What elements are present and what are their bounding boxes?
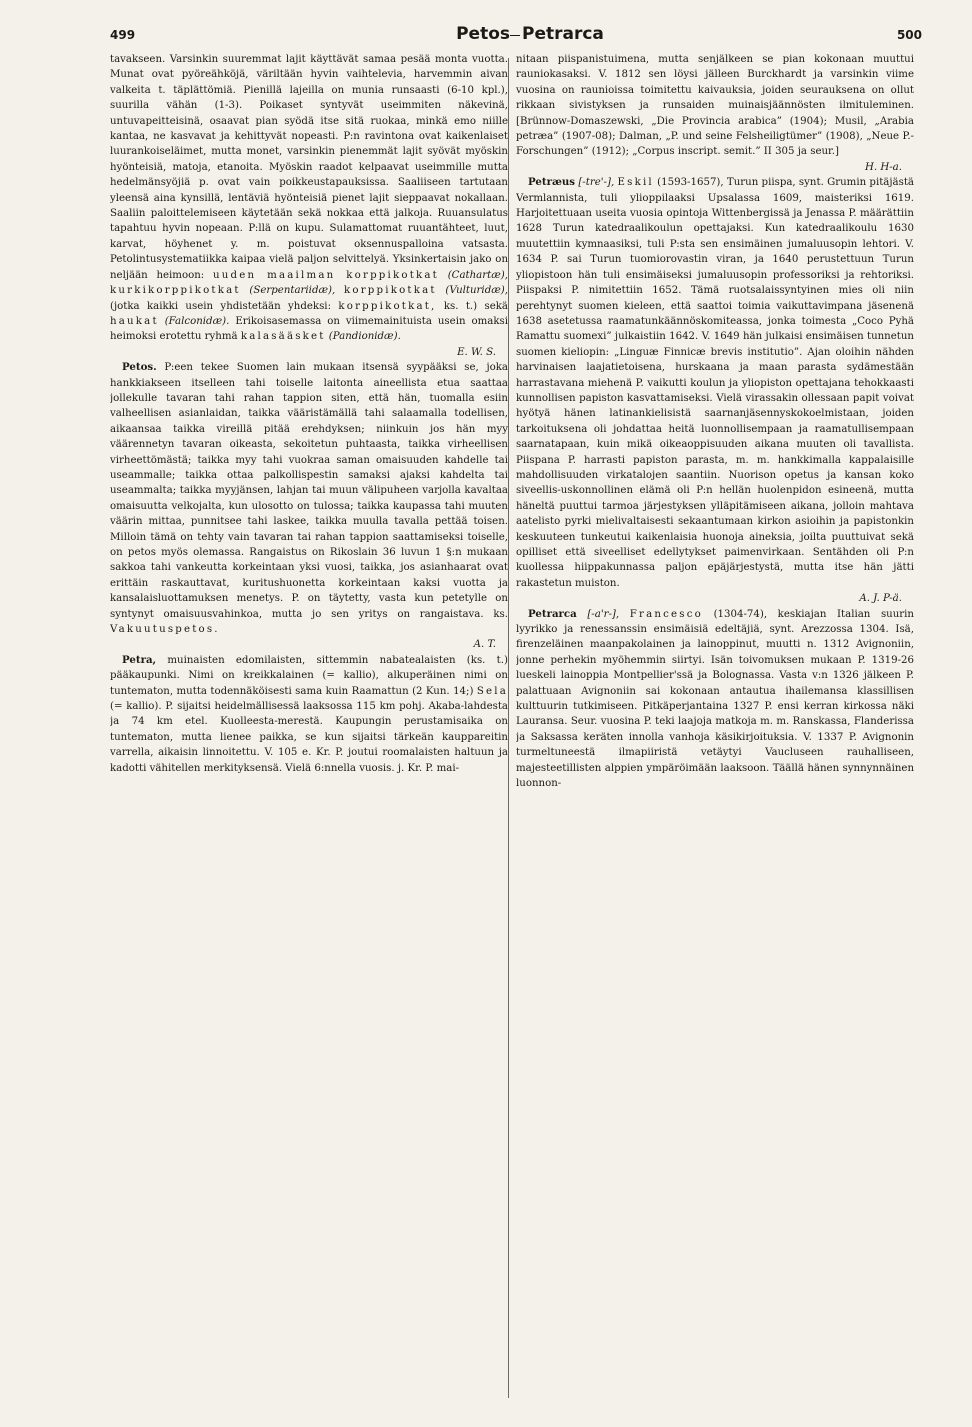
right-page-number: 500 — [896, 28, 922, 42]
author-signature: A. J. P-ä. — [859, 593, 902, 605]
headword-dash — [510, 35, 520, 36]
entry-petrarca: Petrarca [-a'r-], Francesco (1304-74), keskiajan Italian suurin lyyrikko ja renessanssin ensimäisiä edeltäjiä, synt. Arezzossa 1304. Isä, firenzeläinen maanpakolainen ja lainoppinut, muutti n. 1312 Avignoniin, jonne perhekin myöhemmin siirtyi. Isän toivomuksen mukaan P. 1319-26 lueskeli lainoppia Montpellier'ssä ja Bolognassa. Vasta v:n 1326 jälkeen P. palattuaan Avignoniin sai kokonaan antautua ihailemansa klassillisen kulttuurin tutkimiseen. Pitkäperjantaina 1327 P. ensi kerran kirkossa näki Lauransa. Seur. vuosina P. teki laajoja matkoja m. m. Ranskassa, Flanderissa ja Saksassa keräten innolla vanhoja käsikirjoituksia. V. 1337 P. Avignonin turmeltuneestä ilmapiiristä vetäytyi Vaucluseen rauhalliseen, majesteetillisten alppien ympäröimään laaksoon. Täällä hänen synnynnäinen luonnon- — [516, 607, 914, 790]
entry-petra-continuation: nitaan piispanistuimena, mutta senjälkeen se pian kokonaan muuttui rauniokasaksi. V. 1812 sen löysi jälleen Burckhardt ja varsinkin viime vuosina on raunioissa toimitettu kaivauksia, joiden seurauksena on ollut rikkaan sivistyksen ja runsaiden muinaisjäännösten ilmituleminen. [Brünnow-Domaszewski, „Die Provincia arabica” (1904); Musil, „Arabia petræa” (1907-08); Dalman, „P. und seine Felsheiligtümer” (1908), „Neue P.-Forschungen” (1912); „Corpus inscript. semit.” II 305 ja seur.] — [516, 54, 914, 158]
entry-lemma: Petræus — [528, 176, 576, 189]
entry-petos: Petos. P:een tekee Suomen lain mukaan itsensä syypääksi se, joka hankkiakseen itselleen tahi toiselle laitonta aineellista etua saattaa jollekulle tavaran tahi rahan tappion siten, että hän, tuomalla esiin valheellisen asianlaidan, taikka vääristämällä tahi salaamalla todellisen, aikaansaa taikka vireillä pitää erehdyksen; niinkuin jos hän myy väärennetyn tavaran oikeasta, sekoitetun puhtaasta, taikka virheellisen virheettömästä; taikka myy tahi vuokraa saman omaisuuden kahdelle tai useammalle; taikka ottaa palkollispestin samaksi ajaksi kahdelta tai useammalta; taikka myyjänsen, lahjan tai muun välipuheen varjolla kavaltaa omaisuutta velkojalta, kun ulosotto on tulossa; taikka kaupassa tahi muuten väärin mittaa, punnitsee tahi laskee, taikka muulla tavalla pettää toisen. Milloin tämä on tehty vain tavaran tai rahan tappion saattamiseksi toiselle, on petos myös olemassa. Rangaistus on Rikoslain 36 luvun 1 §:n mukaan sakkoa tahi vankeutta korkeintaan yksi vuosi, taikka, jos asianhaarat ovat erittäin raskauttavat, kuritushuonetta korkeintaan kaksi vuotta ja kansalaisluottamuksen menetys. P. on täytetty, vasta kun petetylle on syntynyt omaisuusvahinkoa, mutta jo sen yritys on rangaistava. ks. Vakuutuspetos. — [110, 361, 508, 636]
entry-petra: Petra, muinaisten edomilaisten, sittemmin nabatealaisten (ks. t.) pääkaupunki. Nimi on kreikkalainen (= kallio), alkuperäinen nimi on tuntematon, mutta todennäköisesti sama kuin Raamattun (2 Kun. 14;) Sela (= kallio). P. sijaitsi heidelmällisessä laaksossa 115 km pohj. Akaba-lahdesta ja 74 km etel. Kuolleesta-merestä. Kaupungin perustamisaika on tuntematon, mutta lienee paikka, se kun sijaitsi tärkeän kauppareitin varrella, aikaisin linnoitettu. V. 105 e. Kr. P. joutui roomalaisten haltuun ja kadotti vähitellen merkityksensä. Vielä 6:nnella vuosis. j. Kr. P. mai- — [110, 653, 508, 774]
left-column — [110, 52, 508, 1416]
entry-petraeus: Petræus [-tre'-], Eskil (1593-1657), Turun piispa, synt. Grumin pitäjästä Vermlannista, tuli ylioppilaaksi Upsalassa 1609, maisteriksi 1619. Harjoitettuaan useita vuosia opintoja Wittenbergissä ja Jenassa P. määrättiin 1628 Turun katedraalikoulun opettajaksi. Kun katedraalikoulu 1630 muutettiin kymnaasiksi, tuli P:sta sen ensimäinen jumaluusopin lehtori. V. 1634 P. sai Turun tuomiorovastin viran, ja 1640 perustettuun Turun yliopistoon hän tuli ensimäiseksi jumaluusopin professoriksi ja rehtoriksi. Piispaksi P. nimitettiin 1652. Tämä ruotsalaissyntyinen mies oli niin perehtynyt suomen kieleen, että saattoi toimia vaikuttavimpana jäsenenä 1638 asetetussa raamatunkäännöskomiteassa, jonka toimesta „Coco Pyhä Ramattu suomexi” julkaistiin 1642. V. 1649 hän julkaisi ensimäisen tunnetun suomen kieliopin: „Linguæ Finnicæ brevis institutio”. Ajan oloihin nähden harvinaisen laajatietoisena, hurskaana ja maan parasta sydämestään harrastavana miehenä P. vaikutti koulun ja yliopiston opettajana tehokkaasti kunnollisen papiston kasvattamiseksi. Vielä virassakin ollessaan papit voivat hyötyä hänen latinankielisistä saarnanjäsennyskokoelmistaan, joiden tarkoituksena oli johdattaa heitä luonnollisempaan ja raamatullisempaan saarnatapaan, kuin mikä oikeaoppisuuden aikana muuten oli tavallista. Piispana P. harrasti papiston parasta, m. m. hankkimalla kappalaisille mahdollisuuden virkatalojen saantiin. Nuorison opetus ja kansan koko siveellis-uskonnollinen elämä oli P:n hellän huolenpidon esineenä, mutta häneltä puuttui tarmoa järjestyksen ylläpitämiseen aikana, jolloin mahtava aatelisto pyrki mielivaltaisesti sekaantumaan kirkon asioihin ja papistonkin keskuuteen tunkeutui kaikenlaisia huonoja aineksia, joilta puuttuivat sekä opilliset että siveelliset edellytykset paimenvirkaan. Sentähden oli P:n kuollessa hiippakunnassa paljon epäjärjestystä, mutta itse hän jätti rakastetun muiston. — [516, 176, 914, 589]
left-running-headword: Petos — [456, 24, 510, 44]
author-signature: H. H-a. — [865, 161, 902, 173]
right-running-headword: Petrarca — [522, 24, 604, 44]
petolinnut-continuation: tavakseen. Varsinkin suuremmat lajit käyttävät samaa pesää monta vuotta. Munat ovat pyöreähköjä, väriltään hyvin vaihtelevia, harvemmin aivan valkeita t. täplättömiä. Pienillä lajeilla on munia runsaasti (6-10 kpl.), suurilla vähän (1-3). Poikaset syntyvät useimmiten näkevinä, untuvapeitteisinä, osaavat pian syödä itse sitä ruokaa, minkä emo niille kantaa, ne kasvavat ja kehittyvät nopeasti. P:n ravintona ovat kaikenlaiset luurankoiseläimet, mutta monet, varsinkin pienemmät lajit syövät myöskin hyönteisiä, matoja, etanoita. Myöskin raadot kelpaavat useimmille mutta hedelmänsyöjiä p. ovat vain poikkeustapauksissa. Saaliiseen tartutaan yleensä aina kynsillä, lentäviä hyönteisiä pienet lajit sieppaavat nokallaan. Saaliin paloittelemiseen käytetään sekä nokkaa että jalkoja. Ruuansulatus tapahtuu hyvin nopeaan. P:llä on kupu. Sulamattomat ruuantähteet, luut, karvat, höyhenet y. m. poistuvat oksennuspalloina vatsasta. Petolintusystematiikka kaipaa vielä paljon selvittelyä. Yksinkertaisin jako on neljään heimoon: uuden maailman korppikotkat (Cathartæ), kurkikorppikotkat (Serpentariidæ), korppikotkat (Vulturidæ), (jotka kaikki usein yhdistetään yhdeksi: korppikotkat, ks. t.) sekä haukat (Falconidæ). Erikoisasemassa on viimemainituista usein omaksi heimoksi erotettu ryhmä kalasääsket (Pandionidæ). — [110, 54, 508, 343]
author-signature: A. T. — [473, 639, 496, 651]
column-divider — [508, 58, 509, 1398]
page-header — [110, 10, 922, 50]
author-signature: E. W. S. — [457, 346, 496, 358]
entry-lemma: Petos. — [122, 361, 157, 374]
entry-lemma: Petrarca — [528, 607, 577, 620]
entry-lemma: Petra, — [122, 653, 157, 666]
left-page-number: 499 — [110, 28, 136, 42]
right-column — [516, 52, 914, 1416]
